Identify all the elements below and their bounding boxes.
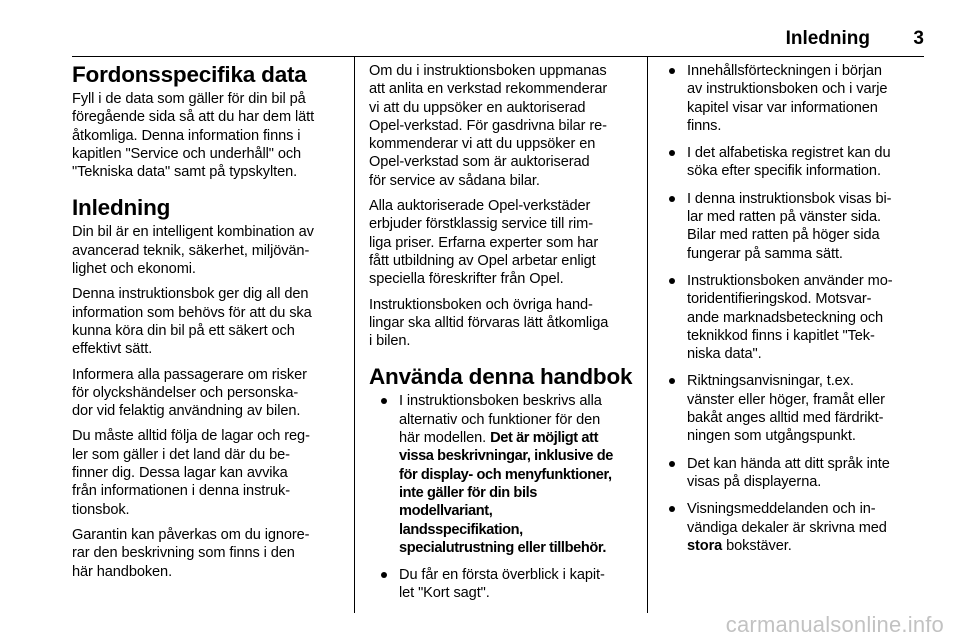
list-item-text: Det kan hända att ditt språk inte visas på displayerna. <box>687 455 890 490</box>
list-item-text: Visningsmeddelanden och in- vändiga dekaler är skrivna med <box>687 501 887 536</box>
column-2 <box>369 62 634 612</box>
list-item <box>667 272 925 363</box>
list-item <box>379 392 634 557</box>
bullet-dot <box>669 196 675 202</box>
list-item-bold-text: vissa beskrivningar, inklusive de för display- och menyfunktioner, inte gäller för din bils modellvariant, landsspecifikation, specialutrustning eller tillbehör. <box>399 448 613 556</box>
bullet-dot <box>669 506 675 512</box>
list-item-text: I instruktionsboken beskrivs alla alternativ och funktioner för den här modellen. <box>399 393 602 447</box>
header-rule <box>72 56 924 57</box>
bullet-dot <box>669 68 675 74</box>
bullet-dot <box>669 278 675 284</box>
paragraph: Du måste alltid följa de lagar och reg- ler som gäller i det land där du be- finner dig. Dessa lagar kan avvika från informationen i denna instruk- tionsbok. <box>72 428 310 518</box>
bullet-dot <box>381 398 387 404</box>
paragraph: Garantin kan påverkas om du ignore- rar den beskrivning som finns i den här handboken. <box>72 526 310 580</box>
paragraph: Denna instruktionsbok ger dig all den information som behövs för att du ska kunna köra din bil på ett säkert och effektivt sätt. <box>72 286 312 358</box>
list-item-text: bokstäver. <box>722 537 792 554</box>
paragraph: Din bil är en intelligent kombination av avancerad teknik, säkerhet, miljövän- lighet och ekonomi. <box>72 224 314 278</box>
bullet-dot <box>381 572 387 578</box>
list-item-bold-text: stora <box>687 537 723 554</box>
bullet-list <box>369 392 634 602</box>
list-item <box>667 372 925 445</box>
list-item <box>667 455 925 492</box>
list-item <box>379 566 634 603</box>
paragraph: Instruktionsboken och övriga hand- lingar ska alltid förvaras lätt åtkomliga i bilen. <box>369 296 609 350</box>
list-item <box>667 62 925 135</box>
list-item-bold-text: Det är möjligt att <box>490 430 599 447</box>
list-item-text: Instruktionsboken använder mo- toridentifieringskod. Motsvar- ande marknadsbeteckning och teknikkod finns i kapitlet "Tek- niska data". <box>687 272 893 363</box>
list-item-text: Innehållsförteckningen i början av instruktionsboken och i varje kapitel visar var informationen finns. <box>687 63 888 134</box>
list-item-text: I det alfabetiska registret kan du söka efter specifik information. <box>687 145 891 180</box>
list-item <box>667 500 925 555</box>
column-divider-2 <box>647 57 648 613</box>
heading-vehicle-data: Fordonsspecifika data <box>72 62 307 87</box>
page-header <box>72 28 924 52</box>
paragraph: Alla auktoriserade Opel-verkstäder erbjuder förstklassig service till rim- liga priser. Erfarna experter som har fått utbildning av Opel arbetar enligt speciella föreskrifter från Opel. <box>369 198 599 288</box>
list-item-text: I denna instruktionsbok visas bi- lar med ratten på vänster sida. Bilar med ratten på höger sida fungerar på samma sätt. <box>687 190 892 262</box>
bullet-dot <box>669 150 675 156</box>
list-item-text: Du får en första överblick i kapit- let "Kort sagt". <box>399 567 605 602</box>
chapter-title: Inledning <box>785 28 870 49</box>
column-1 <box>72 62 344 588</box>
heading-using-handbook: Använda denna handbok <box>369 364 633 390</box>
bullet-dot <box>669 461 675 467</box>
bullet-dot <box>669 378 675 384</box>
paragraph: Informera alla passagerare om risker för olyckshändelser och personska- dor vid felaktig användning av bilen. <box>72 366 307 420</box>
list-item-text: Riktningsanvisningar, t.ex. vänster eller höger, framåt eller bakåt anges alltid med färdrikt- ningen som utgångspunkt. <box>687 373 885 445</box>
bullet-list <box>667 62 925 555</box>
paragraph: Fyll i de data som gäller för din bil på föregående sida så att du har dem lätt åtkomliga. Denna information finns i kapitlen "Service och underhåll" och "Tekniska data" samt på typskylten. <box>72 91 315 181</box>
list-item <box>667 190 925 263</box>
page-number: 3 <box>913 28 924 49</box>
column-divider-1 <box>354 57 355 613</box>
paragraph: Om du i instruktionsboken uppmanas att anlita en verkstad rekommenderar vi att du uppsöker en auktoriserad Opel-verkstad. För gasdrivna bilar re- kommenderar vi att du uppsöker en Opel-verkstad som är auktoriserad för service av sådana bilar. <box>369 63 608 189</box>
heading-introduction: Inledning <box>72 195 171 221</box>
watermark: carmanualsonline.info <box>725 612 944 637</box>
column-3 <box>667 62 925 564</box>
list-item <box>667 144 925 181</box>
